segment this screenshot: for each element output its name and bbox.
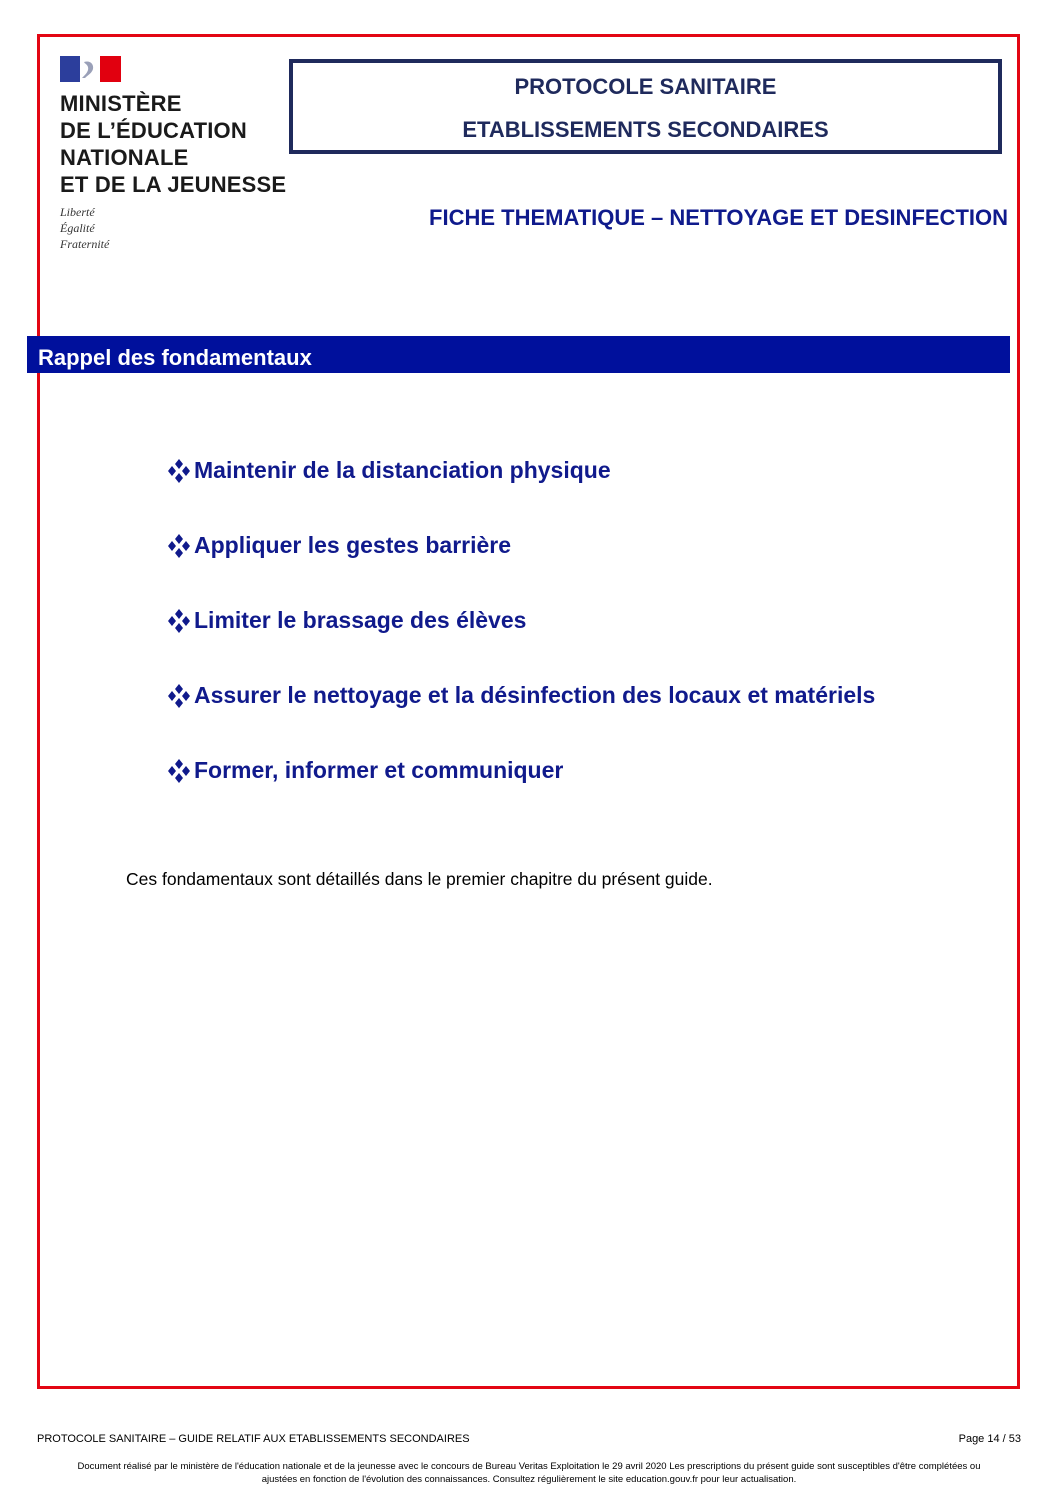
four-diamond-icon xyxy=(164,531,194,561)
bullet-text: Appliquer les gestes barrière xyxy=(194,532,512,558)
motto-line: Fraternité xyxy=(60,237,110,251)
section-title: Rappel des fondamentaux xyxy=(38,345,312,370)
disclaimer-line: ajustées en fonction de l'évolution des connaissances. Consultez régulièrement le site education.gouv.fr pour leur actualisation. xyxy=(261,1474,797,1485)
section-banner xyxy=(27,336,1010,373)
motto-line: Égalité xyxy=(60,221,95,235)
ministry-line: MINISTÈRE xyxy=(60,91,182,116)
footer-page-number: Page 14 / 53 xyxy=(958,1433,1021,1445)
ministry-line: ET DE LA JEUNESSE xyxy=(60,172,287,197)
motto-line: Liberté xyxy=(60,205,95,219)
bullet-text: Limiter le brassage des élèves xyxy=(194,607,527,633)
fundamentals-list xyxy=(164,452,875,827)
four-diamond-icon xyxy=(164,456,194,486)
list-item xyxy=(164,602,875,677)
document-header-box xyxy=(289,59,1002,154)
fiche-title: FICHE THEMATIQUE – NETTOYAGE ET DESINFECTION xyxy=(429,205,1008,230)
list-item xyxy=(164,452,875,527)
republic-motto xyxy=(60,204,286,252)
footer-disclaimer xyxy=(30,1460,1028,1486)
ministry-name xyxy=(60,90,286,198)
list-item xyxy=(164,527,875,602)
list-item xyxy=(164,677,875,752)
bullet-text: Assurer le nettoyage et la désinfection des locaux et matériels xyxy=(194,682,876,708)
list-item xyxy=(164,752,875,827)
ministry-line: DE L’ÉDUCATION xyxy=(60,118,247,143)
ministry-line: NATIONALE xyxy=(60,145,189,170)
header-title-line2: ETABLISSEMENTS SECONDAIRES xyxy=(462,117,829,142)
disclaimer-line: Document réalisé par le ministère de l'éducation nationale et de la jeunesse avec le concours de Bureau Veritas Exploitation le 29 avril 2020 Les prescriptions du présent guide sont susceptibles d'être complétées ou xyxy=(77,1461,981,1472)
four-diamond-icon xyxy=(164,756,194,786)
four-diamond-icon xyxy=(164,681,194,711)
four-diamond-icon xyxy=(164,606,194,636)
bullet-text: Former, informer et communiquer xyxy=(194,757,564,783)
ministry-logo xyxy=(60,56,286,252)
footer-document-title: PROTOCOLE SANITAIRE – GUIDE RELATIF AUX ETABLISSEMENTS SECONDAIRES xyxy=(37,1433,470,1445)
body-note: Ces fondamentaux sont détaillés dans le premier chapitre du présent guide. xyxy=(126,869,713,889)
header-title-line1: PROTOCOLE SANITAIRE xyxy=(514,74,777,99)
marianne-flag-icon xyxy=(60,56,121,82)
bullet-text: Maintenir de la distanciation physique xyxy=(194,457,611,483)
